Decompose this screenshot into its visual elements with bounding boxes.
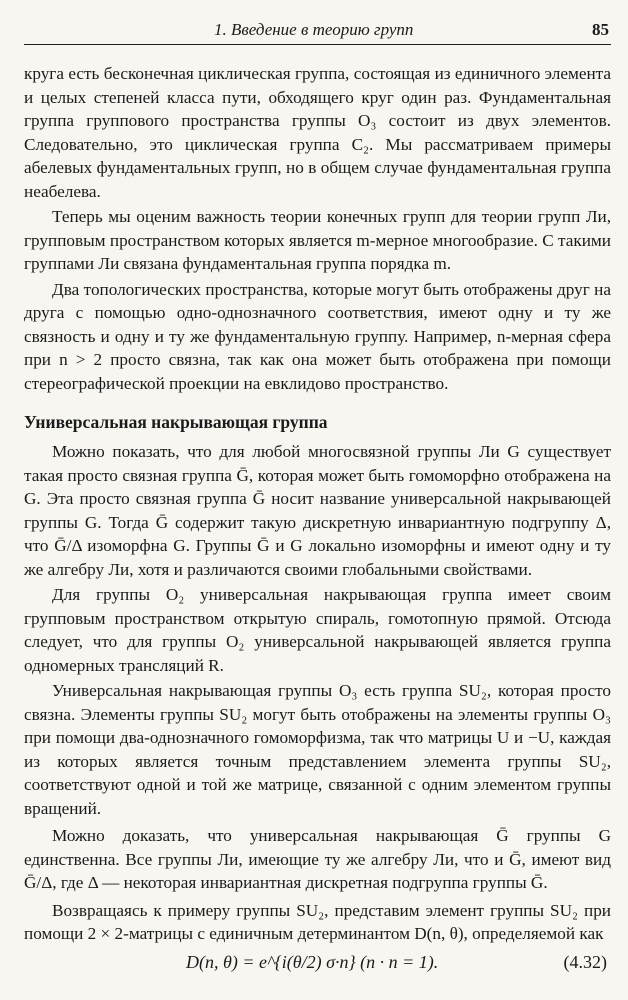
paragraph-4: Можно показать, что для любой многосвязной группы Ли G существует такая просто связная группа Ḡ, которая может быть гомоморфно отображена на G. Эта просто связная группа Ḡ носит название универсальной накрывающей группы G. Тогда Ḡ содержит такую дискретную инвариантную подгруппу Δ, что Ḡ/Δ изоморфна G. Группы Ḡ и G локально изоморфны и имеют одну и ту же алгебру Ли, хотя и различаются своими глобальными свойствами.: [24, 442, 611, 579]
running-header: [24, 18, 611, 45]
equation-4-32: [24, 948, 611, 980]
paragraph-8: Возвращаясь к примеру группы SU₂, представим элемент группы SU₂ при помощи 2 × 2-матрицы с единичным детерминантом D(n, θ), определяемой как: [24, 900, 611, 943]
paragraph-7: Можно доказать, что универсальная накрывающая Ḡ группы G единственна. Все группы Ли, имеющие ту же алгебру Ли, что и Ḡ, имеют вид Ḡ/Δ, где Δ — некоторая инвариантная дискретная подгруппа группы Ḡ.: [24, 826, 611, 892]
paragraph-6: Универсальная накрывающая группы O₃ есть группа SU₂, которая просто связна. Элементы группы SU₂ могут быть отображены на элементы группы O₃ при помощи два-однозначного гомоморфизма, так что матрицы U и −U, каждая из которых является точным представлением элемента группы SU₂, соответствуют одной и той же матрице, связанной с одним элементом группы вращений.: [24, 681, 611, 818]
paragraph-5: Для группы O₂ универсальная накрывающая группа имеет своим групповым пространством открытую спираль, гомотопную прямой. Отсюда следует, что для группы O₂ универсальной накрывающей является группа одномерных трансляций R.: [24, 585, 611, 675]
page-number: 85: [592, 20, 609, 39]
equation-number: (4.32): [563, 951, 607, 972]
paragraph-1: круга есть бесконечная циклическая группа, состоящая из единичного элемента и целых степеней класса пути, обходящего круг один раз. Фундаментальная группа группового пространства группы O₃ состоит из двух элементов. Следовательно, это циклическая группа C₂. Мы рассматриваем примеры абелевых фундаментальных групп, но в общем случае фундаментальная группа неабелева.: [24, 64, 611, 201]
section-heading: Универсальная накрывающая группа: [24, 412, 328, 432]
equation-expression: D(n, θ) = e^{i(θ/2) σ·n} (n · n = 1).: [186, 951, 439, 972]
paragraph-2: Теперь мы оценим важность теории конечных групп для теории групп Ли, групповым пространством которых является m-мерное многообразие. С такими группами Ли связана фундаментальная группа порядка m.: [24, 207, 611, 273]
page-body: [24, 62, 611, 980]
paragraph-3: Два топологических пространства, которые могут быть отображены друг на друга с помощью одно-однозначного соответствия, имеют одну и ту же связность и одну и ту же фундаментальную группу. Например, n-мерная сфера при n > 2 просто связна, так как она может быть отображена при помощи стереографической проекции на евклидово пространство.: [24, 279, 611, 393]
chapter-title: 1. Введение в теорию групп: [214, 20, 414, 39]
